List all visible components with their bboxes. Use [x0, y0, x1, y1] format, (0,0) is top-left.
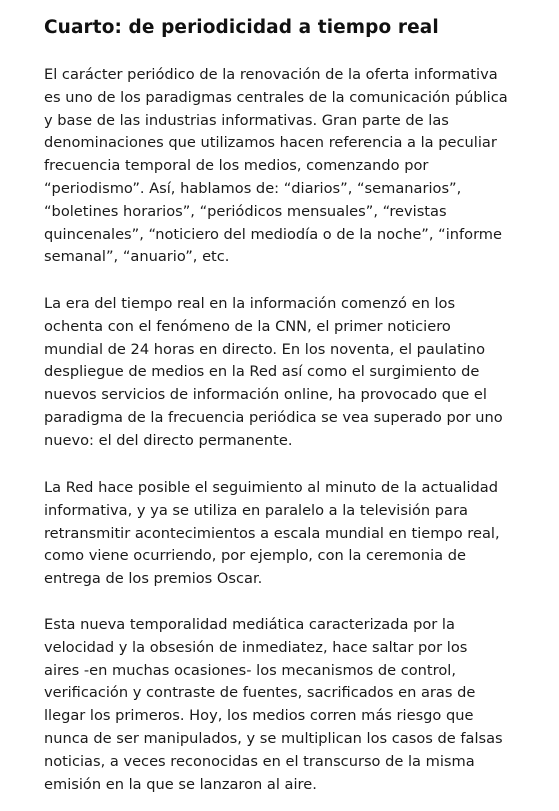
text-line: frecuencia temporal de los medios, comenzando por [44, 157, 429, 175]
text-line: informativa, y ya se utiliza en paralelo a la televisión para [44, 501, 468, 519]
text-line: “boletines horarios”, “periódicos mensuales”, “revistas [44, 202, 447, 220]
text-line: nunca de ser manipulados, y se multiplican los casos de falsas [44, 729, 503, 747]
text-line: mundial de 24 horas en directo. En los noventa, el paulatino [44, 340, 486, 358]
text-line: es uno de los paradigmas centrales de la comunicación pública [44, 88, 508, 106]
text-line: retransmitir acontecimientos a escala mundial en tiempo real, [44, 524, 500, 542]
section-heading: Cuarto: de periodicidad a tiempo real [44, 17, 439, 38]
text-line: velocidad y la obsesión de inmediatez, hace saltar por los [44, 638, 468, 656]
text-line: paradigma de la frecuencia periódica se vea superado por uno [44, 408, 503, 426]
text-line: El carácter periódico de la renovación de la oferta informativa [44, 66, 498, 83]
text-line: ochenta con el fenómeno de la CNN, el primer noticiero [44, 317, 451, 335]
text-line: verificación y contraste de fuentes, sacrificados en aras de [44, 684, 476, 702]
text-line: La Red hace posible el seguimiento al minuto de la actualidad [44, 479, 498, 496]
text-line: y base de las industrias informativas. Gran parte de las [44, 111, 449, 129]
text-line: despliegue de medios en la Red así como el surgimiento de [44, 363, 480, 381]
text-line: noticias, a veces reconocidas en el transcurso de la misma [44, 752, 475, 770]
text-line: nuevos servicios de información online, ha provocado que el [44, 386, 487, 404]
text-line: quincenales”, “noticiero del mediodía o de la noche”, “informe [44, 225, 503, 243]
paragraph-periodicity [44, 64, 540, 269]
text-line: emisión en la que se lanzaron al aire. [44, 775, 317, 793]
paragraph-live-coverage [44, 477, 540, 591]
paragraph-immediacy [44, 614, 540, 796]
text-line: “periodismo”. Así, hablamos de: “diarios”, “semanarios”, [44, 179, 462, 197]
text-line: La era del tiempo real en la información comenzó en los [44, 295, 456, 312]
text-line: entrega de los premios Oscar. [44, 570, 263, 588]
text-line: llegar los primeros. Hoy, los medios corren más riesgo que [44, 707, 474, 725]
text-line: Esta nueva temporalidad mediática caracterizada por la [44, 616, 455, 633]
paragraph-real-time-era [44, 293, 540, 453]
text-line: como viene ocurriendo, por ejemplo, con la ceremonia de [44, 547, 466, 565]
text-line: semanal”, “anuario”, etc. [44, 248, 230, 266]
text-line: aires -en muchas ocasiones- los mecanismos de control, [44, 661, 456, 679]
text-line: nuevo: el del directo permanente. [44, 431, 293, 449]
text-line: denominaciones que utilizamos hacen referencia a la peculiar [44, 134, 497, 152]
